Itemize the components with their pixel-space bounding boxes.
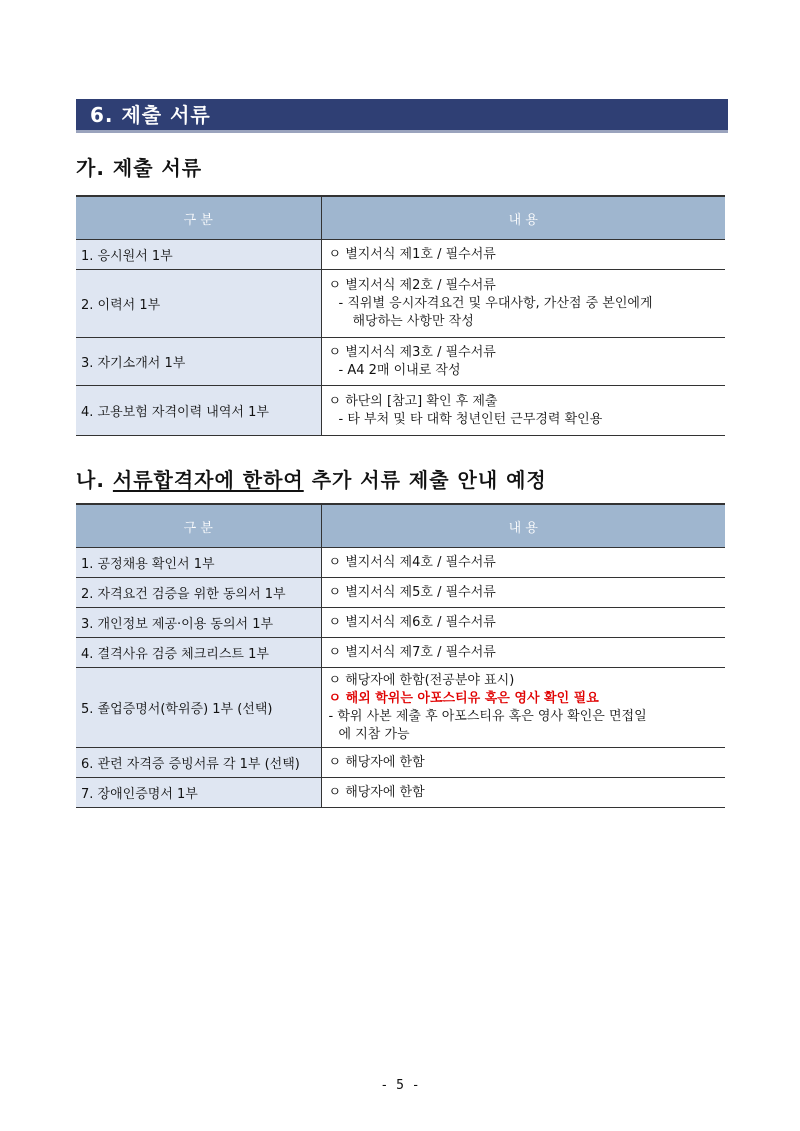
row-content [321,668,725,748]
row-content [321,638,725,668]
subsection-b-underlined: 서류합격자에 한하여 [112,468,304,492]
row-item: 5. 졸업증명서(학위증) 1부 (선택) [76,668,321,748]
subsection-a-title: 가. 제출 서류 [76,156,203,180]
row-item: 3. 자기소개서 1부 [76,338,321,386]
table-row [76,668,725,748]
table-row [76,338,725,386]
content-line: ㅇ 별지서식 제6호 / 필수서류 [328,614,496,630]
row-content [321,386,725,436]
row-item: 6. 관련 자격증 증빙서류 각 1부 (선택) [76,748,321,778]
row-content [321,338,725,386]
content-line: ㅇ 별지서식 제3호 / 필수서류 [328,344,496,360]
content-line: ㅇ 별지서식 제1호 / 필수서류 [328,246,496,262]
header-category: 구 분 [76,504,321,548]
content-line: - 학위 사본 제출 후 아포스티유 혹은 영사 확인은 면접일 [328,708,647,724]
header-content: 내 용 [321,196,725,240]
table-row [76,748,725,778]
content-line: - 타 부처 및 타 대학 청년인턴 근무경력 확인용 [338,411,603,427]
subsection-b-suffix: 추가 서류 제출 안내 예정 [303,468,547,492]
content-line: ㅇ 해당자에 한함 [328,784,425,800]
table-row [76,386,725,436]
table-row [76,778,725,808]
page-number: - 5 - [380,1078,420,1093]
content-line: - A4 2매 이내로 작성 [338,362,461,378]
subsection-b-title [76,464,547,493]
content-line: ㅇ 해당자에 한함 [328,754,425,770]
header-content: 내 용 [321,504,725,548]
row-item: 2. 자격요건 검증을 위한 동의서 1부 [76,578,321,608]
row-content [321,578,725,608]
content-line: ㅇ 별지서식 제7호 / 필수서류 [328,644,496,660]
row-item: 2. 이력서 1부 [76,270,321,338]
row-item: 1. 공정채용 확인서 1부 [76,548,321,578]
content-line: 해당하는 사항만 작성 [352,313,474,329]
content-line: 에 지참 가능 [338,726,410,742]
subsection-b-prefix: 나. [76,468,113,492]
table-row [76,270,725,338]
table-row [76,638,725,668]
content-line: ㅇ 별지서식 제5호 / 필수서류 [328,584,496,600]
row-item: 1. 응시원서 1부 [76,240,321,270]
content-line: - 직위별 응시자격요건 및 우대사항, 가산점 중 본인에게 [338,295,653,311]
row-item: 4. 고용보험 자격이력 내역서 1부 [76,386,321,436]
documents-table-b [76,503,725,808]
row-content [321,270,725,338]
content-line: ㅇ 해당자에 한함(전공분야 표시) [328,672,515,688]
content-line: ㅇ 별지서식 제2호 / 필수서류 [328,277,496,293]
row-content [321,608,725,638]
row-content [321,748,725,778]
header-category: 구 분 [76,196,321,240]
table-row [76,578,725,608]
row-content [321,240,725,270]
content-line: ㅇ 하단의 [참고] 확인 후 제출 [328,393,498,409]
content-line: ㅇ 별지서식 제4호 / 필수서류 [328,554,496,570]
section-header: 6. 제출 서류 [76,99,728,133]
row-item: 3. 개인정보 제공·이용 동의서 1부 [76,608,321,638]
table-row [76,548,725,578]
table-row [76,240,725,270]
row-content [321,778,725,808]
content-line-highlight: ㅇ 해외 학위는 아포스티유 혹은 영사 확인 필요 [328,690,599,706]
row-item: 7. 장애인증명서 1부 [76,778,321,808]
row-item: 4. 결격사유 검증 체크리스트 1부 [76,638,321,668]
row-content [321,548,725,578]
documents-table-a [76,195,725,436]
table-row [76,608,725,638]
